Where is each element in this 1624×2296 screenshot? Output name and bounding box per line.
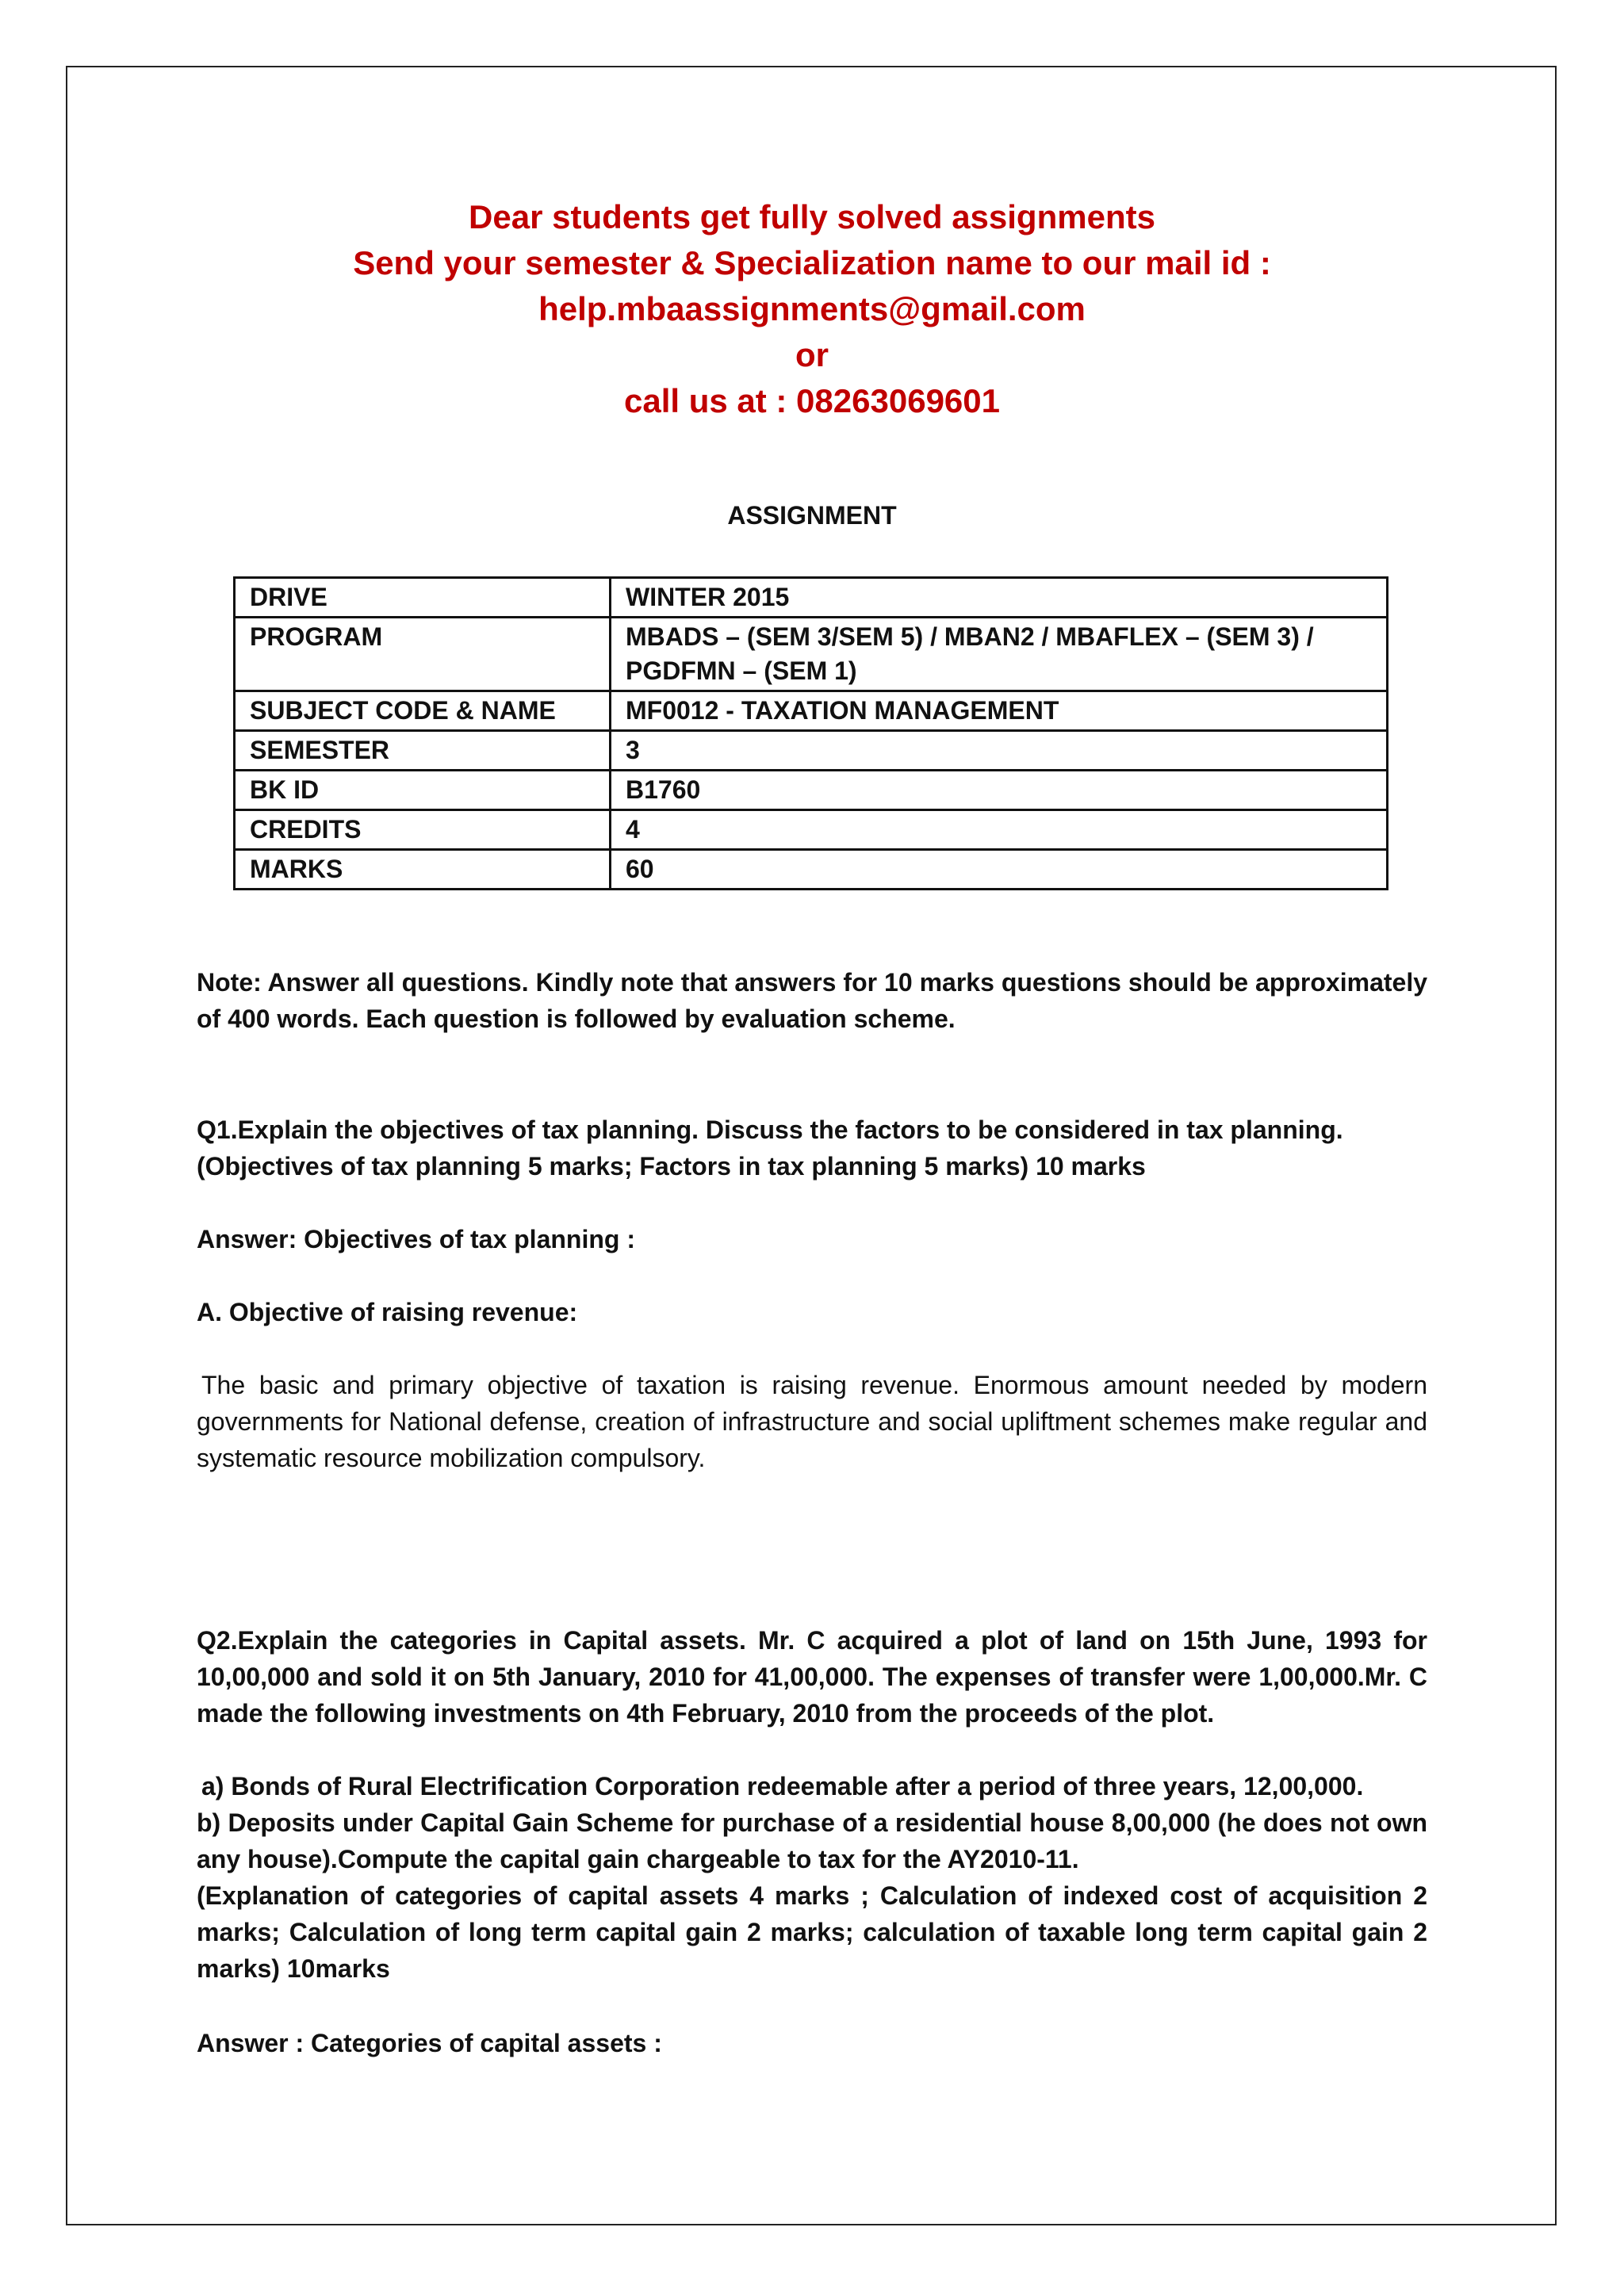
q1-scheme: (Objectives of tax planning 5 marks; Factors in tax planning 5 marks) 10 marks (197, 1152, 1146, 1181)
row-value: 4 (611, 810, 1388, 850)
promo-email: help.mbaassignments@gmail.com (538, 290, 1086, 327)
row-value: MF0012 - TAXATION MANAGEMENT (611, 691, 1388, 731)
q1-answer-heading: Answer: Objectives of tax planning : (197, 1225, 635, 1253)
promo-banner (0, 194, 1624, 424)
table-row (235, 731, 1388, 771)
row-key: BK ID (235, 771, 611, 810)
table-row (235, 691, 1388, 731)
row-key: DRIVE (235, 578, 611, 618)
q2-item-a: a) Bonds of Rural Electrification Corporation redeemable after a period of three years, 12,00,000. (201, 1772, 1364, 1800)
program-line-2: PGDFMN – (SEM 1) (626, 656, 857, 685)
q2-question: Q2.Explain the categories in Capital assets. Mr. C acquired a plot of land on 15th June, 1993 for 10,00,000 and sold it on 5th January, 2010 for 41,00,000. The expenses of transfer were 1,00,000.Mr. C made the following investments on 4th February, 2010 from the proceeds of the plot. (197, 1626, 1427, 1728)
q2-item-b: b) Deposits under Capital Gain Scheme for purchase of a residential house 8,00,000 (he does not own any house).Compute the capital gain chargeable to tax for the AY2010-11. (197, 1808, 1427, 1873)
assignment-heading: ASSIGNMENT (727, 501, 897, 530)
promo-phone: call us at : 08263069601 (623, 382, 1001, 419)
row-value: 60 (611, 850, 1388, 890)
promo-or: or (795, 336, 829, 373)
table-row (235, 578, 1388, 618)
q1-subheading: A. Objective of raising revenue: (197, 1298, 578, 1326)
note-paragraph: Note: Answer all questions. Kindly note that answers for 10 marks questions should be approximately of 400 words. Each question is followed by evaluation scheme. (197, 968, 1427, 1033)
row-key: PROGRAM (235, 618, 611, 691)
row-value: 3 (611, 731, 1388, 771)
q2-answer-heading: Answer : Categories of capital assets : (197, 2029, 662, 2057)
promo-line-2: Send your semester & Specialization name to our mail id : (353, 244, 1271, 281)
table-row (235, 618, 1388, 691)
q1-paragraph: The basic and primary objective of taxation is raising revenue. Enormous amount needed by modern governments for National defense, creation of infrastructure and social upliftment schemes make regular and systematic resource mobilization compulsory. (197, 1371, 1427, 1472)
row-key: SEMESTER (235, 731, 611, 771)
row-value: WINTER 2015 (611, 578, 1388, 618)
row-key: SUBJECT CODE & NAME (235, 691, 611, 731)
q2-scheme: (Explanation of categories of capital assets 4 marks ; Calculation of indexed cost of acquisition 2 marks; Calculation of long term capital gain 2 marks; calculation of taxable long term capital gain 2 marks) 10marks (197, 1881, 1427, 1983)
row-key: MARKS (235, 850, 611, 890)
assignment-info-table (233, 576, 1388, 890)
program-line-1: MBADS – (SEM 3/SEM 5) / MBAN2 / MBAFLEX – (SEM 3) / (626, 622, 1314, 651)
row-key: CREDITS (235, 810, 611, 850)
table-row (235, 850, 1388, 890)
promo-line-1: Dear students get fully solved assignments (469, 198, 1155, 235)
row-value (611, 618, 1388, 691)
table-row (235, 771, 1388, 810)
q1-question: Q1.Explain the objectives of tax planning. Discuss the factors to be considered in tax planning. (197, 1115, 1343, 1144)
table-row (235, 810, 1388, 850)
row-value: B1760 (611, 771, 1388, 810)
